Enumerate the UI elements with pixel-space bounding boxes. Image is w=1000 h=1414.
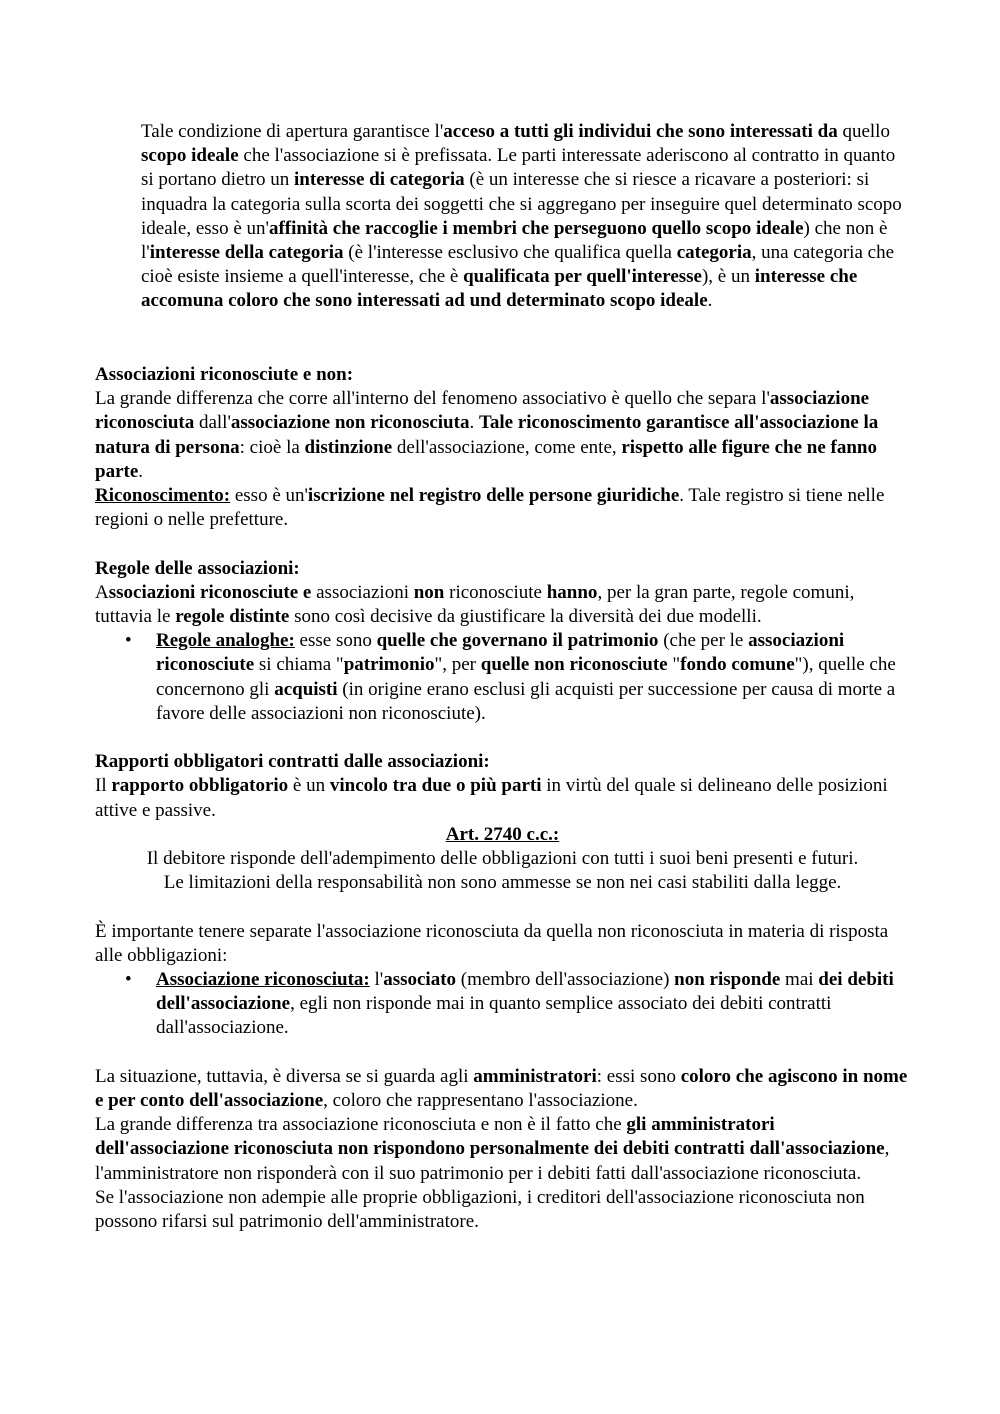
- text-run: esse sono: [294, 630, 377, 652]
- list-item-regole-analoghe: [95, 629, 910, 726]
- bold-text: vincolo tra due o più parti: [329, 775, 542, 797]
- bold-text: interesse della categoria: [149, 242, 344, 264]
- text-run: mai: [780, 969, 819, 991]
- bold-text: patrimonio: [343, 654, 435, 676]
- bold-text: quelle non riconosciute: [480, 654, 668, 676]
- text-run: (che per le: [658, 630, 749, 652]
- bold-text: dei debiti dell'associazione: [156, 969, 894, 1015]
- text-run: , una categoria che cioè esiste insieme a quell'interesse, che è: [141, 242, 895, 288]
- text-run: , egli non risponde mai in quanto semplice associato dei debiti contratti dall'associazione.: [156, 993, 832, 1039]
- bold-text: acceso a tutti gli individui che sono interessati da: [443, 121, 838, 142]
- bold-text: affinità che raccoglie i membri che perseguono quello scopo ideale: [268, 217, 804, 239]
- paragraph-amministratori: [95, 1065, 910, 1113]
- bold-text: scopo ideale: [141, 145, 239, 167]
- text-run: dell'associazione, come ente,: [392, 436, 622, 458]
- text-run: La grande differenza che corre all'interno del fenomeno associativo è quello che separa l': [95, 388, 770, 410]
- bold-text: associato: [383, 969, 457, 991]
- text-run: A: [95, 581, 109, 603]
- text-run: Tale condizione di apertura garantisce l': [141, 121, 444, 142]
- bold-text: non risponde: [674, 969, 781, 991]
- text-run: (è l'interesse esclusivo che qualifica quella: [343, 242, 677, 264]
- bold-text: interesse di categoria: [294, 169, 465, 191]
- heading-associazioni-riconosciute: Associazioni riconosciute e non:: [95, 364, 354, 385]
- bold-text: fondo comune: [680, 654, 795, 676]
- text-run: ", per: [434, 654, 481, 676]
- text-run: : essi sono: [596, 1065, 681, 1087]
- bold-text: regole distinte: [175, 606, 290, 628]
- bold-text: associazione riconosciuta: [95, 388, 870, 434]
- paragraph-rapporto-obbligatorio: [95, 774, 910, 822]
- bold-text: rapporto obbligatorio: [111, 775, 289, 797]
- text-run: ": [667, 654, 681, 676]
- bold-text: rispetto alle figure che ne fanno parte: [95, 436, 877, 482]
- list-item-text: [156, 629, 910, 726]
- text-run: (in origine erano esclusi gli acquisti per successione per causa di morte a favore delle associazioni non riconosciute).: [156, 678, 896, 724]
- bold-text: associazioni riconosciute: [156, 630, 845, 676]
- text-run: La grande differenza tra associazione riconosciuta e non è il fatto che: [95, 1114, 627, 1136]
- bold-text: quelle che governano il patrimonio: [376, 630, 659, 652]
- bold-text: Tale riconoscimento garantisce all'associazione la natura di persona: [95, 412, 879, 458]
- bold-text: ssociazioni riconosciute e: [108, 581, 312, 603]
- bullet-icon: •: [125, 630, 132, 652]
- list-item-associazione-riconosciuta: [95, 968, 910, 1041]
- bold-text: associazione non riconosciuta: [230, 412, 470, 434]
- heading-rapporti-obbligatori: Rapporti obbligatori contratti dalle associazioni:: [95, 751, 490, 773]
- text-run: sono così decisive da giustificare la diversità dei due modelli.: [289, 606, 762, 628]
- text-run: è un: [288, 775, 330, 797]
- bold-text: amministratori: [473, 1065, 597, 1087]
- text-run: , coloro che rappresentano l'associazione.: [323, 1090, 638, 1112]
- heading-regole-associazioni: Regole delle associazioni:: [95, 557, 300, 579]
- bold-text: non: [413, 581, 445, 603]
- text-run: ) che non è l': [141, 217, 888, 264]
- paragraph-differenza: [95, 387, 910, 484]
- text-run: .: [469, 412, 479, 434]
- article-title: Art. 2740 c.c.:: [445, 823, 560, 845]
- text-run: .: [138, 460, 144, 482]
- text-run: La situazione, tuttavia, è diversa se si guarda agli: [95, 1065, 474, 1087]
- text-run: Il: [95, 775, 112, 797]
- text-run: associazioni: [311, 581, 414, 603]
- text-run: : cioè la: [239, 436, 305, 458]
- bold-text: Associazione riconosciuta:: [156, 969, 370, 991]
- text-run: (membro dell'associazione): [456, 969, 675, 991]
- paragraph-differenza-amministratori: [95, 1113, 910, 1186]
- text-run: riconosciute: [444, 581, 547, 603]
- bold-text: qualificata per quell'interesse: [463, 266, 702, 288]
- text-run: È importante tenere separate l'associazione riconosciuta da quella non riconosciuta in materia di risposta alle obbligazioni:: [95, 920, 889, 966]
- bold-text: interesse che accomuna coloro che sono interessati ad und determinato scopo ideale: [141, 266, 858, 312]
- list-item-text: [156, 968, 910, 1041]
- bold-text: gli amministratori dell'associazione riconosciuta non rispondono personalmente dei debiti contratti dall'associazione: [95, 1114, 885, 1160]
- text-run: l': [369, 969, 384, 991]
- bold-text: iscrizione nel registro delle persone giuridiche: [307, 485, 680, 507]
- indented-paragraph: [141, 120, 911, 314]
- bold-text: acquisti: [274, 678, 338, 700]
- bold-text: categoria: [676, 242, 752, 264]
- text-run: (è un interesse che si riesce a ricavare a posteriori: si inquadra la categoria sulla scorta dei soggetti che si aggregano per inseguire quel determinato scopo ideale, esso è un': [141, 169, 902, 239]
- bullet-icon: •: [125, 969, 132, 991]
- text-run: quello: [837, 121, 890, 142]
- document-body: [95, 363, 910, 1234]
- bold-text: distinzione: [304, 436, 393, 458]
- paragraph-creditori: [95, 1186, 910, 1234]
- bold-text: coloro che agiscono in nome e per conto dell'associazione: [95, 1065, 908, 1112]
- text-run: . Tale registro si tiene nelle regioni o nelle prefetture.: [95, 485, 885, 531]
- text-run: ), è un: [701, 266, 755, 288]
- paragraph-scopo-ideale: [141, 120, 911, 314]
- text-run: , per la gran parte, regole comuni, tuttavia le: [95, 581, 855, 628]
- text-run: "), quelle che concernono gli: [156, 654, 896, 700]
- article-text-line-1: Il debitore risponde dell'adempimento delle obbligazioni con tutti i suoi beni presenti e futuri.: [146, 848, 859, 870]
- text-run: si chiama ": [254, 654, 344, 676]
- text-run: .: [707, 290, 713, 312]
- bold-text: hanno: [546, 581, 598, 603]
- paragraph-regole: [95, 581, 910, 629]
- article-text-line-2: Le limitazioni della responsabilità non sono ammesse se non nei casi stabiliti dalla legge.: [163, 872, 842, 894]
- paragraph-riconoscimento: [95, 484, 910, 532]
- paragraph-separazione: [95, 920, 910, 968]
- text-run: in virtù del quale si delineano delle posizioni attive e passive.: [95, 775, 888, 821]
- bold-text: Regole analoghe:: [156, 630, 295, 652]
- text-run: Se l'associazione non adempie alle proprie obbligazioni, i creditori dell'associazione riconosciuta non possono rifarsi sul patrimonio dell'amministratore.: [95, 1186, 865, 1233]
- bold-text: Riconoscimento:: [95, 485, 231, 507]
- text-run: dall': [194, 412, 231, 434]
- text-run: , l'amministratore non risponderà con il suo patrimonio per i debiti fatti dall'associazione riconosciuta.: [95, 1138, 890, 1184]
- text-run: che l'associazione si è prefissata. Le parti interessate aderiscono al contratto in quanto si portano dietro un: [141, 145, 896, 191]
- text-run: esso è un': [230, 485, 308, 507]
